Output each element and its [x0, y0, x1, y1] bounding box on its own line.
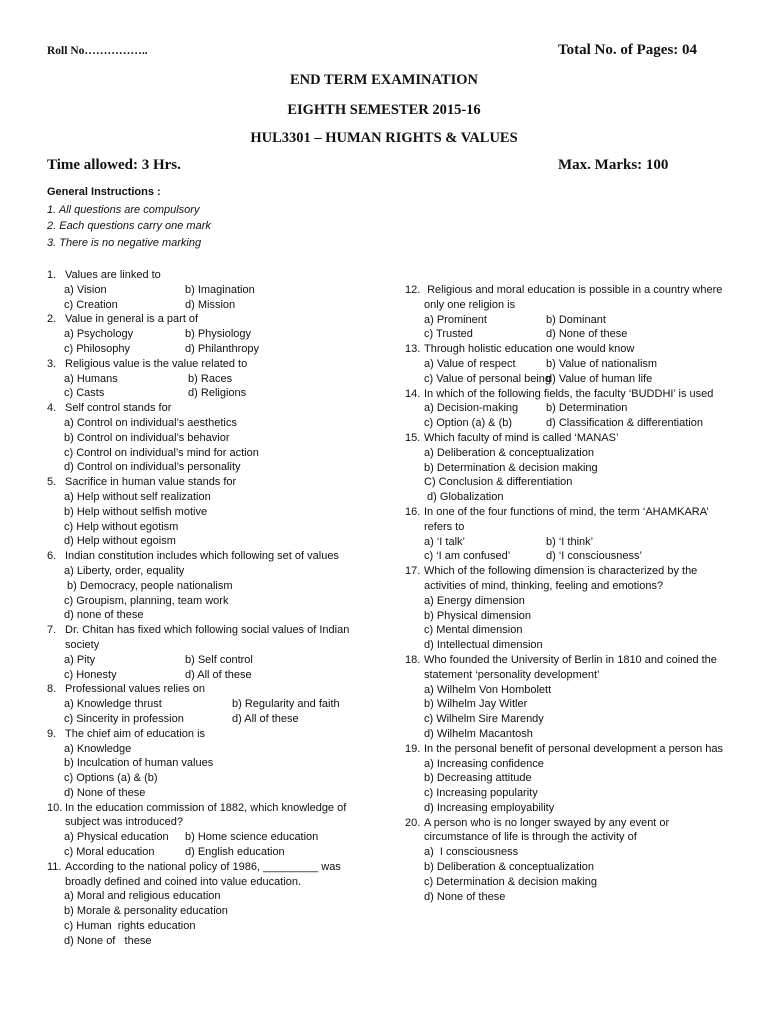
- question-number: 6.: [47, 550, 57, 563]
- instruction-item: 3. There is no negative marking: [47, 237, 202, 249]
- question-number: 20.: [405, 816, 421, 829]
- question-text: Religious and moral education is possible in a country where only one religion is: [424, 284, 726, 311]
- question-text: Values are linked to: [65, 269, 161, 281]
- question-11: [47, 860, 377, 949]
- answer-option: b) Deliberation & conceptualization: [424, 861, 594, 874]
- question-text: Religious value is the value related to: [65, 357, 248, 370]
- answer-option: a) Knowledge thrust: [64, 698, 162, 711]
- question-text: In which of the following fields, the faculty ‘BUDDHI’ is used: [424, 387, 714, 400]
- question-7: [47, 623, 377, 682]
- answer-option: d) Globalization: [424, 491, 504, 504]
- answer-option: b) Control on individual’s behavior: [64, 431, 230, 444]
- question-number: 1.: [47, 269, 57, 281]
- answer-option: c) Honesty: [64, 668, 117, 681]
- answer-option: d) Mission: [185, 298, 236, 311]
- question-number: 14.: [405, 387, 421, 400]
- time-allowed: Time allowed: 3 Hrs.: [47, 157, 181, 173]
- question-19: [405, 742, 735, 816]
- answer-option: c) Determination & decision making: [424, 875, 598, 888]
- instructions-title: General Instructions :: [47, 186, 161, 198]
- question-text: Who founded the University of Berlin in 1810 and coined the statement ‘personality development’: [424, 653, 720, 681]
- answer-option: b) Determination & decision making: [424, 461, 598, 474]
- question-2: [47, 312, 377, 356]
- question-text: Professional values relies on: [65, 683, 206, 696]
- answer-option: b) Physiology: [185, 328, 252, 341]
- answer-option: a) Wilhelm Von Hombolett: [424, 683, 552, 696]
- answer-option: b) Democracy, people nationalism: [64, 579, 233, 592]
- answer-option: d) Intellectual dimension: [424, 639, 543, 652]
- answer-option: d) Wilhelm Macantosh: [424, 727, 533, 740]
- answer-option: d) None of these: [64, 786, 146, 799]
- answer-option: a) Increasing confidence: [424, 757, 544, 770]
- question-text: According to the national policy of 1986, _________ was broadly defined and coined into value education.: [65, 860, 344, 888]
- exam-title: END TERM EXAMINATION: [290, 72, 478, 88]
- answer-option: c) Help without egotism: [64, 520, 179, 533]
- question-number: 19.: [405, 742, 421, 755]
- answer-option: c) Wilhelm Sire Marendy: [424, 713, 544, 726]
- answer-option: a) Decision-making: [424, 402, 519, 415]
- max-marks: Max. Marks: 100: [558, 157, 669, 173]
- answer-option: b) Races: [185, 372, 233, 385]
- answer-option: c) Value of personal being: [424, 372, 551, 385]
- question-text: Which faculty of mind is called ‘MANAS’: [424, 431, 619, 444]
- answer-option: c) Increasing popularity: [424, 787, 538, 800]
- answer-option: b) Morale & personality education: [64, 905, 228, 918]
- question-17: [405, 564, 735, 653]
- answer-option: a) Physical education: [64, 831, 169, 844]
- answer-option: c) Option (a) & (b): [424, 417, 513, 430]
- question-5: [47, 475, 377, 549]
- answer-option: d) Classification & differentiation: [546, 417, 703, 430]
- question-number: 16.: [405, 505, 421, 518]
- answer-option: b) Physical dimension: [424, 609, 531, 622]
- question-number: 10.: [47, 801, 63, 814]
- question-4: [47, 401, 377, 475]
- answer-option: a) Vision: [64, 283, 107, 296]
- answer-option: b) Home science education: [185, 831, 319, 844]
- answer-option: a) ‘I talk’: [424, 535, 465, 548]
- answer-option: b) Help without selfish motive: [64, 505, 208, 518]
- answer-option: d) None of these: [64, 934, 152, 947]
- question-text: Self control stands for: [65, 402, 172, 415]
- semester-title: EIGHTH SEMESTER 2015-16: [287, 102, 481, 118]
- question-text: In the education commission of 1882, which knowledge of subject was introduced?: [65, 801, 350, 829]
- question-number: 9.: [47, 727, 57, 740]
- answer-option: d) None of these: [424, 890, 506, 903]
- answer-option: b) ‘I think’: [546, 535, 594, 548]
- question-15: [405, 431, 735, 505]
- question-12: [405, 283, 735, 342]
- question-number: 8.: [47, 683, 57, 696]
- answer-option: d) All of these: [185, 668, 252, 681]
- question-20: [405, 816, 735, 905]
- answer-option: c) ‘I am confused’: [424, 550, 511, 563]
- answer-option: d) none of these: [64, 609, 144, 622]
- answer-option: b) Self control: [185, 653, 253, 666]
- answer-option: b) Decreasing attitude: [424, 772, 532, 785]
- question-text: Value in general is a part of: [65, 313, 199, 326]
- answer-option: d) Control on individual’s personality: [64, 461, 241, 474]
- answer-option: d) Religions: [185, 387, 247, 400]
- answer-option: c) Casts: [64, 387, 105, 400]
- question-number: 17.: [405, 565, 421, 578]
- question-number: 15.: [405, 431, 421, 444]
- question-text: A person who is no longer swayed by any event or circumstance of life is through the activity of: [424, 816, 673, 844]
- answer-option: b) Value of nationalism: [546, 357, 658, 370]
- question-number: 7.: [47, 624, 57, 637]
- answer-option: b) Wilhelm Jay Witler: [424, 698, 528, 711]
- answer-option: b) Determination: [546, 402, 628, 415]
- question-13: [405, 342, 735, 386]
- total-pages-label: Total No. of Pages: 04: [558, 42, 698, 58]
- question-number: 5.: [47, 476, 57, 489]
- answer-option: b) Imagination: [185, 283, 255, 296]
- answer-option: c) Creation: [64, 298, 118, 311]
- answer-option: c) Options (a) & (b): [64, 772, 158, 785]
- answer-option: d) Increasing employability: [424, 801, 555, 814]
- question-1: [47, 268, 377, 312]
- answer-option: d) Help without egoism: [64, 535, 176, 548]
- question-text: Sacrifice in human value stands for: [65, 476, 237, 489]
- answer-option: a) Psychology: [64, 328, 134, 341]
- question-number: 13.: [405, 343, 421, 356]
- answer-option: b) Regularity and faith: [232, 698, 340, 711]
- questions-right-column: [405, 283, 735, 904]
- question-text: In one of the four functions of mind, the term ‘AHAMKARA’ refers to: [424, 505, 712, 533]
- question-text: Dr. Chitan has fixed which following social values of Indian society: [65, 624, 353, 651]
- question-16: [405, 505, 735, 564]
- answer-option: c) Groupism, planning, team work: [64, 594, 229, 607]
- question-14: [405, 387, 735, 431]
- answer-option: a) Value of respect: [424, 357, 516, 370]
- question-text: Through holistic education one would know: [424, 343, 635, 356]
- answer-option: c) Mental dimension: [424, 624, 523, 637]
- question-10: [47, 801, 377, 860]
- question-18: [405, 653, 735, 742]
- answer-option: a) Pity: [64, 653, 96, 666]
- question-number: 18.: [405, 653, 421, 666]
- answer-option: a) Deliberation & conceptualization: [424, 446, 594, 459]
- question-text: In the personal benefit of personal development a person has: [424, 742, 724, 755]
- answer-option: d) All of these: [232, 712, 299, 725]
- question-number: 11.: [47, 860, 62, 873]
- answer-option: c) Philosophy: [64, 342, 131, 355]
- question-text: Which of the following dimension is characterized by the activities of mind, thinking, feeling and emotions?: [424, 565, 701, 592]
- answer-option: d) ‘I consciousness’: [546, 550, 642, 563]
- questions-left-column: [47, 268, 377, 949]
- answer-option: c) Trusted: [424, 328, 473, 341]
- answer-option: c) Moral education: [64, 846, 155, 859]
- answer-option: d) Value of human life: [546, 372, 653, 385]
- question-number: 2.: [47, 313, 57, 326]
- answer-option: d) Philanthropy: [185, 342, 259, 355]
- question-number: 12.: [405, 284, 421, 296]
- question-number: 4.: [47, 402, 57, 415]
- answer-option: a) Prominent: [424, 313, 487, 326]
- answer-option: a) Control on individual’s aesthetics: [64, 416, 237, 429]
- question-9: [47, 727, 377, 801]
- answer-option: a) Humans: [64, 372, 118, 385]
- answer-option: c) Sincerity in profession: [64, 712, 184, 725]
- answer-option: a) Energy dimension: [424, 594, 525, 607]
- question-number: 3.: [47, 357, 57, 370]
- answer-option: c) Human rights education: [64, 920, 196, 933]
- answer-option: C) Conclusion & differentiation: [424, 476, 573, 489]
- answer-option: a) Liberty, order, equality: [64, 564, 185, 577]
- course-title: HUL3301 – HUMAN RIGHTS & VALUES: [250, 130, 518, 146]
- question-6: [47, 549, 377, 623]
- answer-option: b) Inculcation of human values: [64, 757, 214, 770]
- answer-option: a) Knowledge: [64, 742, 132, 755]
- answer-option: d) English education: [185, 846, 285, 859]
- roll-number-label: Roll No……………..: [47, 45, 148, 57]
- answer-option: c) Control on individual’s mind for action: [64, 446, 259, 459]
- answer-option: a) I consciousness: [424, 846, 519, 859]
- question-8: [47, 682, 377, 726]
- answer-option: a) Moral and religious education: [64, 890, 221, 903]
- question-3: [47, 357, 377, 401]
- question-text: Indian constitution includes which following set of values: [65, 550, 339, 563]
- instruction-item: 2. Each questions carry one mark: [47, 220, 211, 232]
- instruction-item: 1. All questions are compulsory: [47, 204, 200, 216]
- answer-option: d) None of these: [546, 328, 628, 341]
- answer-option: a) Help without self realization: [64, 490, 211, 503]
- question-text: The chief aim of education is: [65, 727, 206, 740]
- answer-option: b) Dominant: [546, 313, 606, 326]
